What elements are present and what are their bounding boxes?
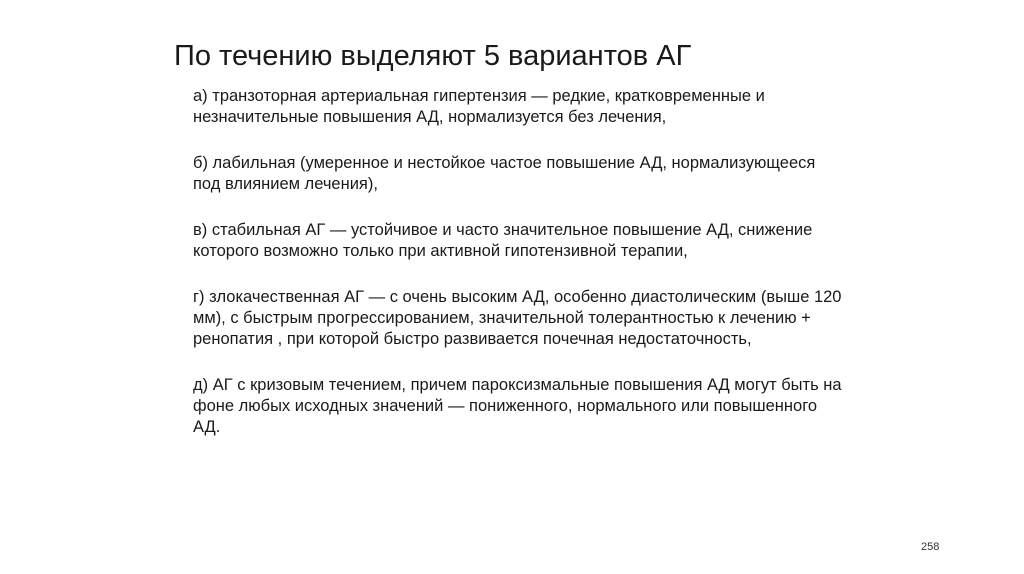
variant-item-e: д) АГ с кризовым течением, причем пароксизмальные повышения АД могут быть на фоне любых исходных значений — пониженного, нормального или повышенного АД. xyxy=(193,376,842,436)
variant-item-b: б) лабильная (умеренное и нестойкое частое повышение АД, нормализующееся под влиянием лечения), xyxy=(193,154,816,193)
variant-item-d: г) злокачественная АГ — с очень высоким АД, особенно диастолическим (выше 120 мм), с быстрым прогрессированием, значительной толерантностью к лечению + ренопатия , при которой быстро развивается почечная недостаточность, xyxy=(193,288,842,348)
page-number: 258 xyxy=(921,541,940,553)
slide-title: По течению выделяют 5 вариантов АГ xyxy=(174,40,692,72)
variants-list xyxy=(193,86,843,438)
variant-item-a: а) транзоторная артериальная гипертензия — редкие, кратковременные и незначительные повышения АД, нормализуется без лечения, xyxy=(193,87,765,126)
variant-item-c: в) стабильная АГ — устойчивое и часто значительное повышение АД, снижение которого возможно только при активной гипотензивной терапии, xyxy=(193,221,813,260)
